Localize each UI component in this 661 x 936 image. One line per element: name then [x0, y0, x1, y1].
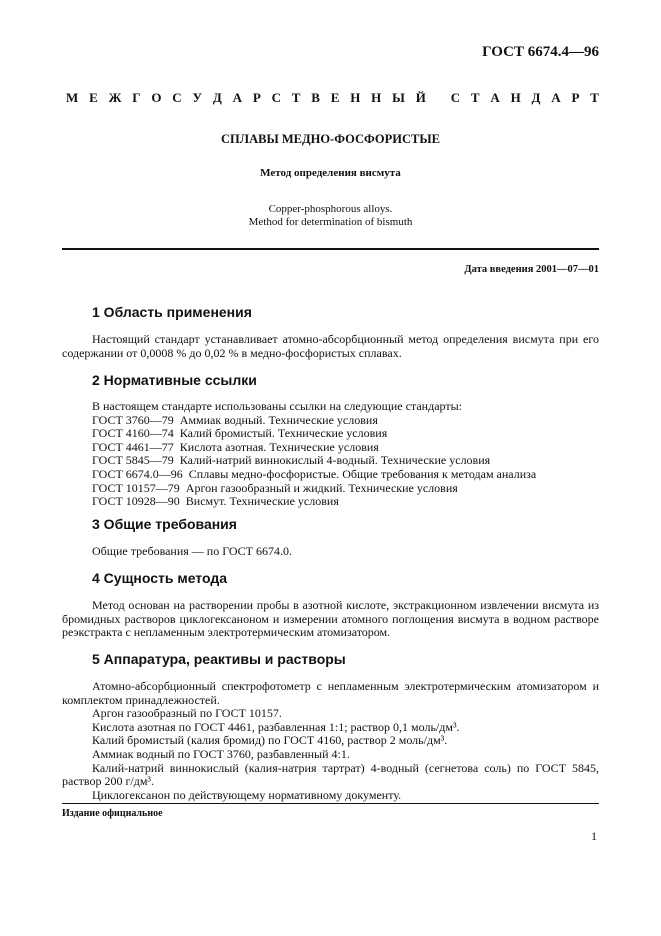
document-title: СПЛАВЫ МЕДНО-ФОСФОРИСТЫЕ — [221, 132, 440, 146]
banner-letter: В — [311, 90, 320, 105]
banner-letter: Е — [330, 90, 340, 105]
header-divider — [62, 248, 599, 250]
section-3-heading: 3 Общие требования — [92, 516, 237, 532]
english-title-line-1: Copper-phosphorous alloys. — [268, 203, 393, 215]
banner-letter: О — [151, 90, 162, 105]
banner-letter: Р — [252, 90, 261, 105]
banner-letter: Р — [571, 90, 580, 105]
section-5-item: Калий-натрий виннокислый (калия-натрия тартрат) 4-водный (сегнетова соль) по ГОСТ 5845, раствор 200 г/дм³. — [62, 760, 599, 789]
banner-letter: М — [66, 90, 79, 105]
standard-code: ГОСТ 6674.4—96 — [482, 44, 599, 60]
banner-letter: А — [551, 90, 561, 105]
banner-letter: С — [271, 90, 281, 105]
section-2-heading: 2 Нормативные ссылки — [92, 372, 257, 388]
banner-letter: Г — [132, 90, 141, 105]
section-5-item: Циклогексанон по действующему нормативному документу. — [92, 787, 402, 802]
banner-letter: Е — [89, 90, 98, 105]
section-5-item: Калий бромистый (калия бромид) по ГОСТ 4160, раствор 2 моль/дм³. — [92, 733, 448, 748]
banner-letter: А — [232, 90, 242, 105]
banner-letter: Д — [212, 90, 222, 105]
banner-letter: Ж — [108, 90, 122, 105]
reference-item: ГОСТ 10928—90 Висмут. Технические условия — [92, 494, 339, 509]
document-subtitle: Метод определения висмута — [260, 167, 401, 179]
section-5-heading: 5 Аппаратура, реактивы и растворы — [92, 651, 346, 667]
references-intro: В настоящем стандарте использованы ссылки на следующие стандарты: — [92, 399, 463, 413]
reference-item: ГОСТ 4461—77 Кислота азотная. Технические условия — [92, 439, 379, 454]
page-number: 1 — [591, 829, 597, 843]
section-3-line: Общие требования — по ГОСТ 6674.0. — [92, 544, 292, 558]
section-1-text: Настоящий стандарт устанавливает атомно-абсорбционный метод определения висмута при его содержании от 0,0008 % до 0,02 % в медно-фосфористых сплавах. — [62, 332, 599, 360]
section-4-text: Метод основан на растворении пробы в азотной кислоте, экстракционном извлечении висмута из бромидных растворов циклогексаноном и измерении атомного поглощения висмута в водном растворе реэкстракта с непламенным электротермическим атомизатором. — [62, 598, 599, 640]
banner-letter: Т — [590, 90, 599, 105]
section-5-item: Кислота азотная по ГОСТ 4461, разбавленная 1:1; раствор 0,1 моль/дм³. — [92, 719, 460, 734]
reference-item: ГОСТ 6674.0—96 Сплавы медно-фосфористые. Общие требования к методам анализа — [92, 466, 537, 481]
section-5-item: Аммиак водный по ГОСТ 3760, разбавленный 4:1. — [92, 746, 350, 761]
banner-letter: С — [450, 90, 461, 105]
english-title-line-2: Method for determination of bismuth — [248, 216, 413, 228]
banner-letter: Д — [531, 90, 541, 105]
banner-letter: Н — [510, 90, 521, 105]
reference-item: ГОСТ 4160—74 Калий бромистый. Технические условия — [92, 426, 388, 441]
banner-letter: Ы — [392, 90, 405, 105]
banner-letter: Н — [350, 90, 361, 105]
banner-letter: Й — [415, 90, 426, 105]
banner-letter: Т — [291, 90, 301, 105]
section-5-items — [62, 680, 599, 802]
section-4-heading: 4 Сущность метода — [92, 570, 228, 586]
reference-item: ГОСТ 3760—79 Аммиак водный. Технические условия — [92, 412, 378, 427]
banner-letter: Т — [470, 90, 480, 105]
banner-letter: Н — [371, 90, 382, 105]
section-5-item: Атомно-абсорбционный спектрофотометр с непламенным электротермическим атомизатором и комплектом принадлежностей. — [62, 679, 599, 707]
reference-item: ГОСТ 10157—79 Аргон газообразный и жидкий. Технические условия — [92, 480, 458, 495]
footer-divider — [62, 803, 599, 804]
banner-letter: У — [192, 90, 203, 105]
banner-gap — [437, 90, 440, 106]
section-3-text — [92, 545, 292, 559]
section-1-heading: 1 Область применения — [92, 304, 252, 320]
official-edition-label: Издание официальное — [62, 808, 163, 819]
english-title — [0, 203, 661, 229]
banner-letter: А — [490, 90, 500, 105]
section-5-item: Аргон газообразный по ГОСТ 10157. — [92, 706, 282, 721]
banner-letter: С — [172, 90, 182, 105]
section-2-references — [92, 400, 536, 509]
introduction-date: Дата введения 2001—07—01 — [464, 264, 599, 275]
interstate-standard-banner — [66, 90, 599, 106]
reference-item: ГОСТ 5845—79 Калий-натрий виннокислый 4-водный. Технические условия — [92, 453, 491, 468]
